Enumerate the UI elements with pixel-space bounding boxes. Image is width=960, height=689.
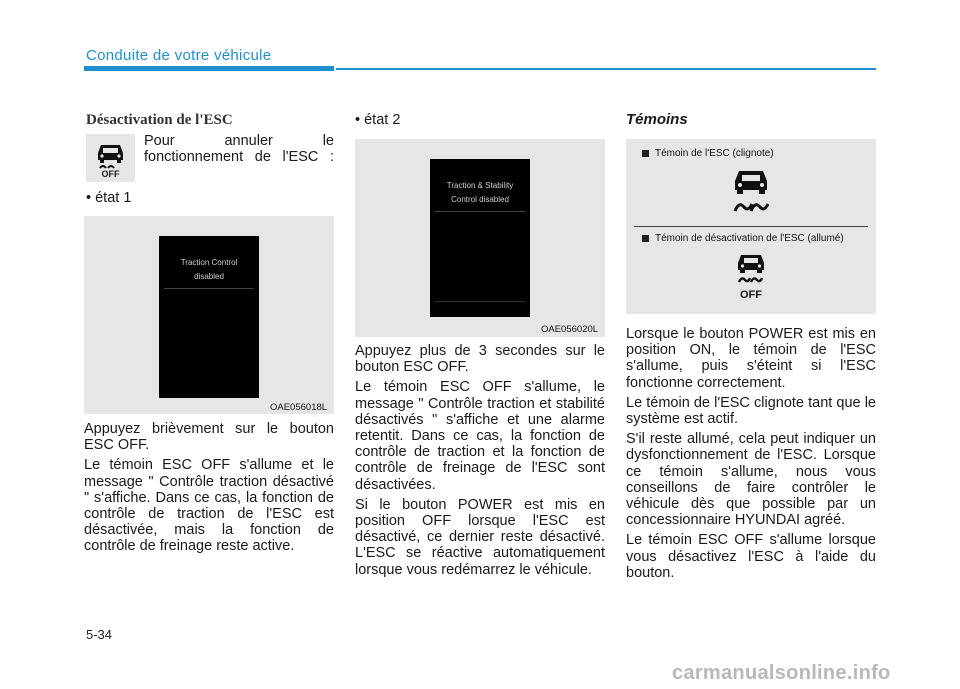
middle-paragraph-1: Appuyez plus de 3 secondes sur le bouton ESC OFF. [355,343,605,376]
temoins-title: Témoins [626,111,688,128]
off-label: OFF [101,169,120,179]
screen-2-line-1: Traction & Stability [446,181,514,190]
cluster-screen-2 [430,159,530,317]
indicator-legend-panel [626,139,876,314]
middle-paragraph-2: Le témoin ESC OFF s'allume, le message " Contrôle traction et stabilité désactivés " s'affiche et une alarme retentit. Dans ce cas, la fonction de contrôle de traction et la fonction de contrôle de freinage de l'ESC sont désactivées. [355,379,605,493]
screen-2-line-2: Control disabled [451,195,509,204]
intro-text: Pour annuler le fonctionnement de l'ESC : [144,133,334,165]
legend-divider [634,226,868,227]
header-rule-thin [336,68,876,70]
chapter-title: Conduite de votre véhicule [86,47,272,64]
section-title: Désactivation de l'ESC [86,112,233,128]
right-paragraph-4: Le témoin ESC OFF s'allume lorsque vous désactivez l'ESC à l'aide du bouton. [626,532,876,581]
page-number: 5-34 [86,627,113,642]
cluster-screen-1 [159,236,259,398]
esc-off-indicator-icon [736,253,766,290]
legend-esc-text: Témoin de l'ESC (clignote) [655,148,774,159]
screen-1-line-2: disabled [194,272,224,281]
legend-esc-off [642,233,844,244]
right-paragraph-3: S'il reste allumé, cela peut indiquer un dysfonctionnement de l'ESC. Lorsque ce témoin s'allume, nous vous conseillons de faire contrôler le véhicule dès que possible par un concessionnaire HYUNDAI agréé. [626,431,876,529]
left-paragraph-1: Appuyez brièvement sur le bouton ESC OFF. [84,421,334,454]
state-1-label: • état 1 [86,190,132,206]
left-body [84,421,334,559]
left-paragraph-2: Le témoin ESC OFF s'allume et le message " Contrôle traction désactivé " s'affiche. Dans ce cas, la fonction de contrôle de traction de l'ESC est désactivée, mais la fonction de contrôle de freinage reste active. [84,457,334,555]
right-paragraph-2: Le témoin de l'ESC clignote tant que le système est actif. [626,394,876,428]
off-indicator-label: OFF [740,289,762,301]
legend-square-icon [642,150,649,157]
figure-state-1 [84,216,334,414]
screen-1-line-1: Traction Control [180,258,238,267]
middle-paragraph-3: Si le bouton POWER est mis en position OFF lorsque l'ESC est désactivé, ce dernier reste désactivé. L'ESC se réactive automatiquement lorsque vous redémarrez le véhicule. [355,496,605,578]
legend-square-icon [642,235,649,242]
right-paragraph-1: Lorsque le bouton POWER est mis en position ON, le témoin de l'ESC s'allume, puis s'éteint si l'ESC fonctionne correctement. [626,326,876,391]
legend-esc-blinking [642,148,774,159]
figure-state-2 [355,139,605,337]
watermark: carmanualsonline.info [672,662,891,684]
esc-off-button-icon [86,134,135,182]
header-rule-thick [84,66,334,71]
right-body [626,326,876,585]
legend-esc-off-text: Témoin de désactivation de l'ESC (allumé) [655,233,844,244]
figure-code-2: OAE056020L [541,324,599,335]
state-2-label: • état 2 [355,112,401,128]
middle-body [355,343,605,582]
figure-code-1: OAE056018L [270,402,328,413]
esc-indicator-icon [731,167,771,222]
